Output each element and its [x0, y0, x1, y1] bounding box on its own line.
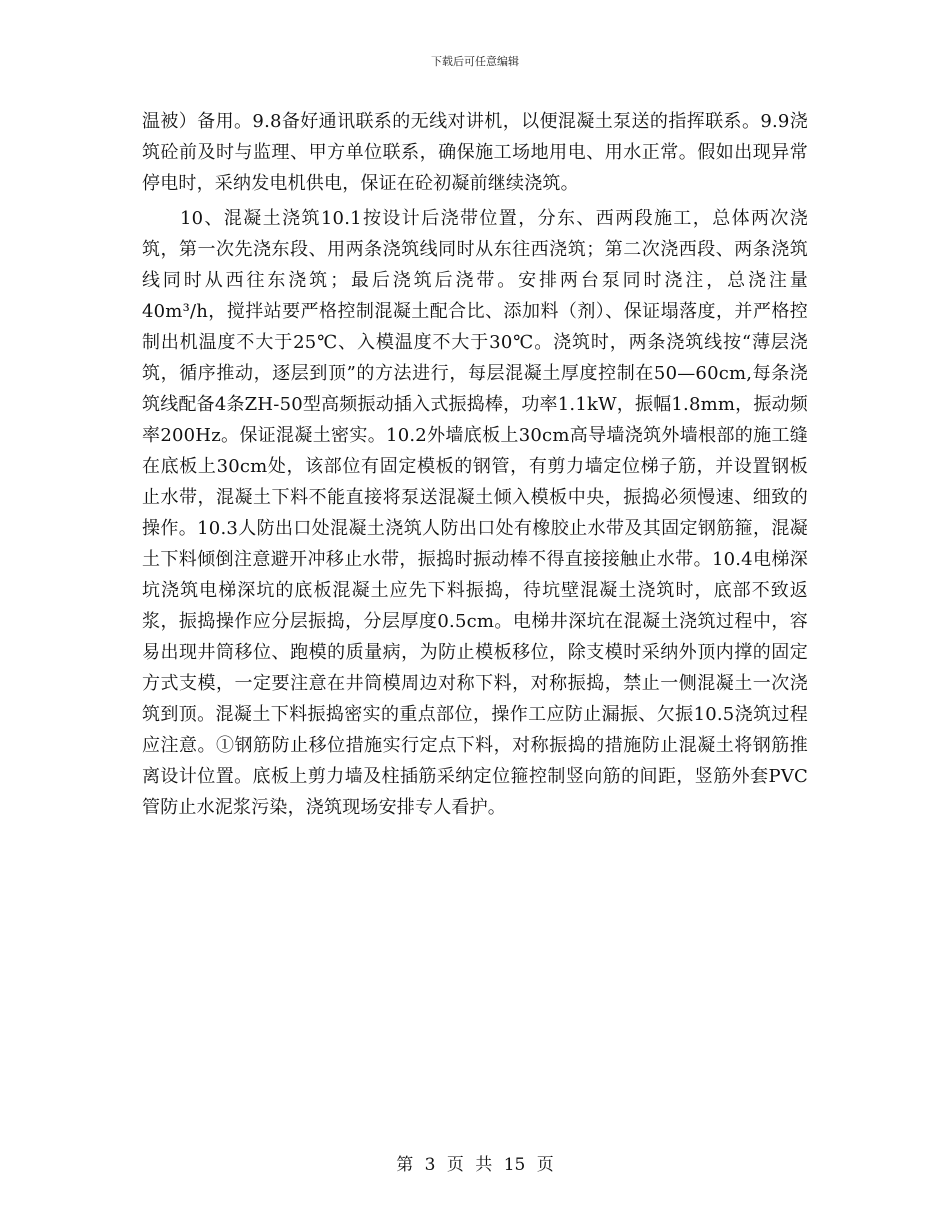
- paragraph-concrete-pouring: 10、混凝土浇筑10.1按设计后浇带位置，分东、西两段施工，总体两次浇筑，第一次先浇东段、用两条浇筑线同时从东往西浇筑；第二次浇西段、两条浇筑线同时从西往东浇筑；最后浇筑后浇带。安排两台泵同时浇注，总浇注量40m³/h，搅拌站要严格控制混凝土配合比、添加料（剂）、保证塌落度，并严格控制出机温度不大于25℃、入模温度不大于30℃。浇筑时，两条浇筑线按“薄层浇筑，循序推动，逐层到顶”的方法进行，每层混凝土厚度控制在50—60cm,每条浇筑线配备4条ZH-50型高频振动插入式振捣棒，功率1.1kW，振幅1.8mm，振动频率200Hz。保证混凝土密实。10.2外墙底板上30cm高导墙浇筑外墙根部的施工缝在底板上30cm处，该部位有固定模板的钢管，有剪力墙定位梯子筋，并设置钢板止水带，混凝土下料不能直接将泵送混凝土倾入模板中央，振捣必须慢速、细致的操作。10.3人防出口处混凝土浇筑人防出口处有橡胶止水带及其固定钢筋箍，混凝土下料倾倒注意避开冲移止水带，振捣时振动棒不得直接接触止水带。10.4电梯深坑浇筑电梯深坑的底板混凝土应先下料振捣，待坑壁混凝土浇筑时，底部不致返浆，振捣操作应分层振捣，分层厚度0.5cm。电梯井深坑在混凝土浇筑过程中，容易出现井筒移位、跑模的质量病，为防止模板移位，除支模时采纳外顶内撑的固定方式支模，一定要注意在井筒模周边对称下料，对称振捣，禁止一侧混凝土一次浇筑到顶。混凝土下料振捣密实的重点部位，操作工应防止漏振、欠振10.5浇筑过程应注意。①钢筋防止移位措施实行定点下料，对称振捣的措施防止混凝土将钢筋推离设计位置。底板上剪力墙及柱插筋采纳定位箍控制竖向筋的间距，竖筋外套PVC管防止水泥浆污染，浇筑现场安排专人看护。: [142, 208, 808, 818]
- document-body: [142, 106, 808, 827]
- page-header: 下载后可任意编辑: [431, 55, 519, 68]
- page-number: 第 3 页 共 15 页: [396, 1155, 554, 1175]
- paragraph-continuation: 温被）备用。9.8备好通讯联系的无线对讲机，以便混凝土泵送的指挥联系。9.9浇筑砼前及时与监理、甲方单位联系，确保施工场地用电、用水正常。假如出现异常停电时，采纳发电机供电，保证在砼初凝前继续浇筑。: [142, 111, 808, 194]
